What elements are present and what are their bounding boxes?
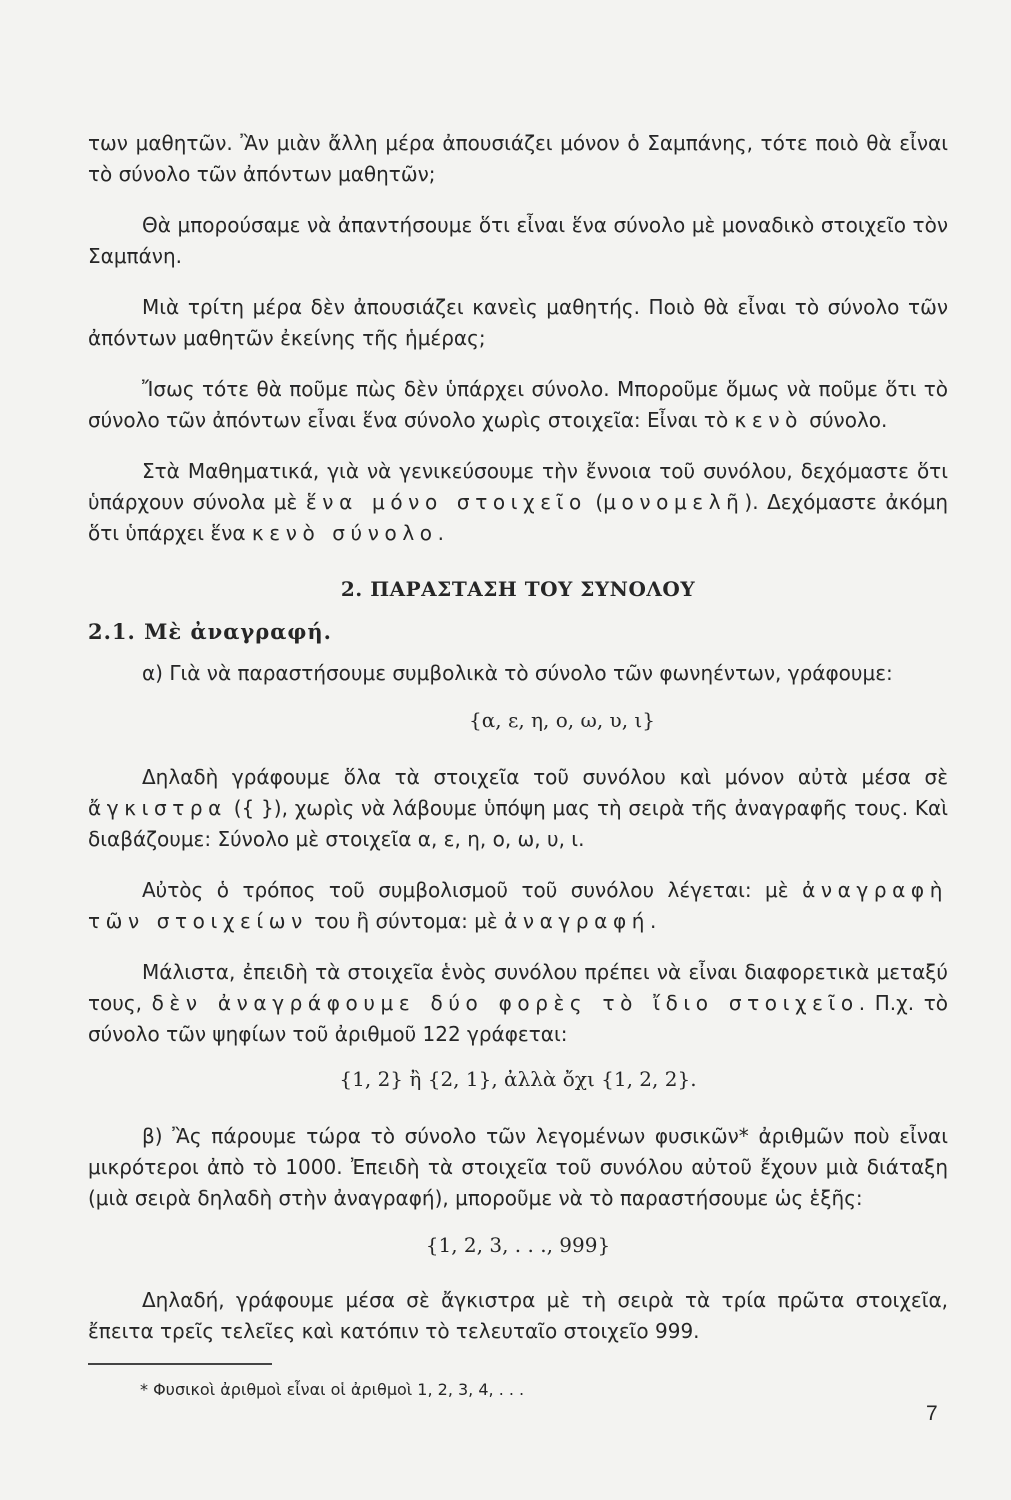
p4-emph: κενὸ [734, 408, 803, 432]
pm-c: . [650, 909, 657, 933]
footnote-rule [88, 1363, 272, 1365]
p5-b: ( [586, 490, 604, 514]
pd-a: Μάλιστα, ἐπειδὴ τὰ στοιχεῖα ἑνὸς συνόλου πρέπει νὰ εἶναι διαφορετικὰ μεταξύ τους, [88, 960, 948, 1015]
paragraph-method [88, 875, 948, 937]
pm-b: του ἢ σύντομα: μὲ [307, 909, 505, 933]
paragraph-beta: β) Ἂς πάρουμε τώρα τὸ σύνολο τῶν λεγομένων φυσικῶν* ἀριθμῶν ποὺ εἶναι μικρότεροι ἀπὸ τὸ 1000. Ἐπειδὴ τὰ στοιχεῖα τοῦ συνόλου αὐτοῦ ἔχουν μιὰ διάταξη (μιὰ σειρὰ δηλαδὴ στὴν ἀναγραφή), μποροῦμε νὰ τὸ παραστήσουμε ὡς ἑξῆς: [88, 1124, 948, 1210]
p5-d: . [437, 521, 444, 545]
paragraph-brackets [88, 762, 948, 855]
paragraph-no-absent: Μιὰ τρίτη μέρα δὲν ἀπουσιάζει κανεὶς μαθητής. Ποιὸ θὰ εἶναι τὸ σύνολο τῶν ἀπόντων μαθητῶν ἐκείνης τῆς ἡμέρας; [88, 295, 948, 350]
paragraph-alpha: α) Γιὰ νὰ παραστήσουμε συμβολικὰ τὸ σύνολο τῶν φωνηέντων, γράφουμε: [142, 661, 893, 685]
p5-c: ). Δεχόμαστε ἀκόμη ὅτι ὑπάρχει ἕνα [88, 490, 948, 545]
section-title: 2. ΠΑΡΑΣΤΑΣΗ ΤΟΥ ΣΥΝΟΛΟΥ [340, 577, 696, 601]
page-number: 7 [926, 1402, 938, 1425]
pb-b: ({ }), χωρὶς νὰ λάβουμε ὑπόψη μας τὴ σειρὰ τῆς ἀναγραφῆς τους. Καὶ διαβάζουμε: Σύνολο μὲ στοιχεῖα α, ε, η, ο, ω, υ, ι. [88, 796, 948, 851]
p5-a: Στὰ Μαθηματικά, γιὰ νὰ γενικεύσουμε τὴν ἔννοια τοῦ συνόλου, δεχόμαστε ὅτι ὑπάρχουν σύνολα μὲ [88, 459, 948, 514]
paragraph-generalization [88, 456, 948, 549]
pd-b: . Π.χ. τὸ σύνολο τῶν ψηφίων τοῦ ἀριθμοῦ 122 γράφεται: [88, 991, 948, 1046]
p4-tail: σύνολο. [802, 408, 888, 432]
p5-e3: κενὸ σύνολο [251, 521, 438, 545]
pm-e2: ἀναγραφή [504, 909, 651, 933]
pm-a: Αὐτὸς ὁ τρόπος τοῦ συμβολισμοῦ τοῦ συνόλου λέγεται: μὲ [142, 878, 803, 902]
paragraph-absent-sampanis: των μαθητῶν. Ἂν μιὰν ἄλλη μέρα ἀπουσιάζει μόνον ὁ Σαμπάνης, τότε ποιὸ θὰ εἶναι τὸ σύνολο τῶν ἀπόντων μαθητῶν; [88, 131, 948, 186]
paragraph-singleton: Θὰ μπορούσαμε νὰ ἀπαντήσουμε ὅτι εἶναι ἕνα σύνολο μὲ μοναδικὸ στοιχεῖο τὸν Σαμπάνη. [88, 213, 948, 268]
pb-a: Δηλαδὴ γράφουμε ὅλα τὰ στοιχεῖα τοῦ συνόλου καὶ μόνον αὐτὰ μέσα σὲ [142, 765, 948, 789]
pd-e1: δὲν ἀναγράφουμε δύο φορὲς τὸ ἴδιο στοιχεῖο [151, 991, 859, 1015]
formula-122: {1, 2} ἢ {2, 1}, ἀλλὰ ὄχι {1, 2, 2}. [339, 1067, 697, 1091]
footnote: * Φυσικοὶ ἀριθμοὶ εἶναι οἱ ἀριθμοὶ 1, 2, 3, 4, . . . [140, 1380, 525, 1399]
p5-e2: μονομελῆ [603, 490, 745, 514]
formula-vowels: {α, ε, η, ο, ω, υ, ι} [469, 708, 655, 732]
p4-text: Ἴσως τότε θὰ ποῦμε πὼς δὲν ὑπάρχει σύνολο. Μποροῦμε ὅμως νὰ ποῦμε ὅτι τὸ σύνολο τῶν ἀπόντων εἶναι ἕνα σύνολο χωρὶς στοιχεῖα: Εἶναι τὸ [88, 377, 948, 432]
pb-e1: ἄγκιστρα [88, 796, 227, 820]
subsection-title: 2.1. Μὲ ἀναγραφή. [88, 619, 332, 644]
page-body [88, 128, 948, 1401]
paragraph-empty-set [88, 374, 948, 436]
paragraph-distinct [88, 957, 948, 1050]
p5-e1: ἕνα μόνο στοιχεῖο [305, 490, 587, 514]
paragraph-closing: Δηλαδή, γράφουμε μέσα σὲ ἄγκιστρα μὲ τὴ σειρὰ τὰ τρία πρῶτα στοιχεῖα, ἔπειτα τρεῖς τελεῖες καὶ κατόπιν τὸ τελευταῖο στοιχεῖο 999. [88, 1288, 948, 1343]
formula-naturals: {1, 2, 3, . . ., 999} [425, 1233, 611, 1257]
pm-e1: ἀναγραφὴ τῶν στοιχείων [88, 878, 948, 933]
